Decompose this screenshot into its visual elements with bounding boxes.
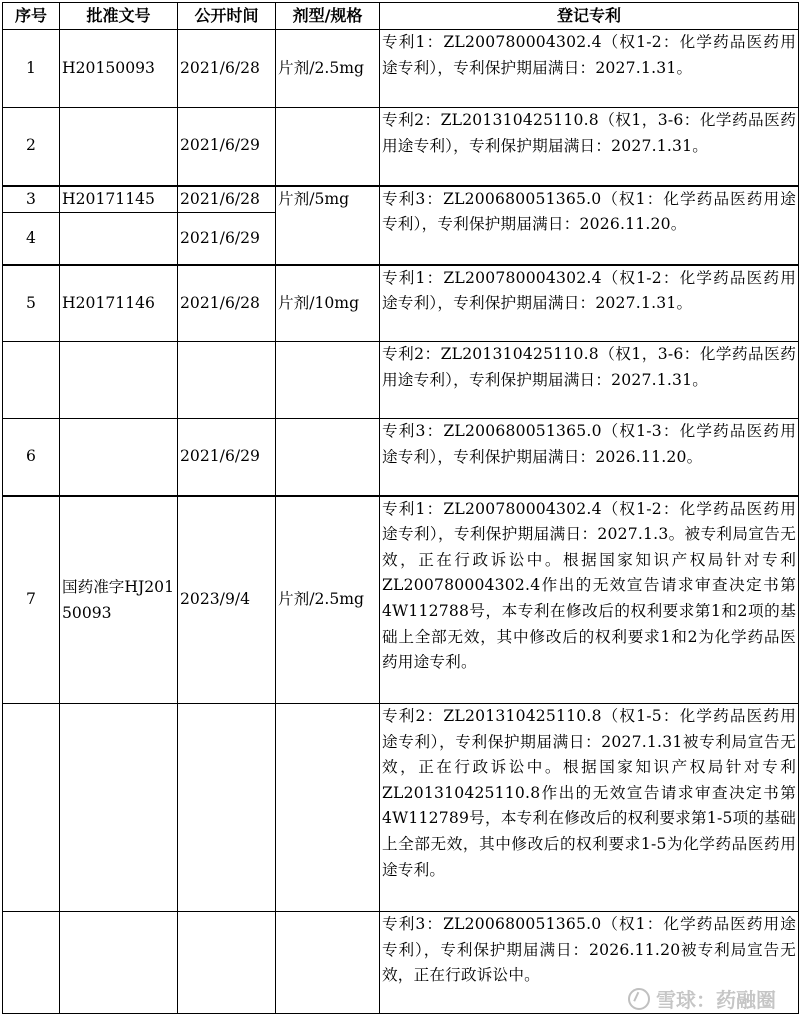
dosage-form-cell: 片剂/2.5mg bbox=[276, 30, 380, 108]
seq-cell: 1 bbox=[3, 30, 60, 108]
publish-date-cell: 2021/6/29 bbox=[178, 419, 276, 496]
table-row bbox=[3, 419, 799, 496]
dosage-form-cell bbox=[276, 419, 380, 496]
approval-number-cell: 国药准字HJ20150093 bbox=[60, 496, 178, 704]
approval-number-cell bbox=[60, 108, 178, 186]
publish-date-cell bbox=[178, 912, 276, 1014]
patent-cell: 专利2：ZL201310425110.8（权1，3-6：化学药品医药用途专利），专利保护期届满日：2027.1.31。 bbox=[380, 342, 799, 419]
header-dosage-form: 剂型/规格 bbox=[276, 3, 380, 30]
patent-cell: 专利2：ZL201310425110.8（权1，3-6：化学药品医药用途专利），专利保护期届满日：2027.1.31。 bbox=[380, 108, 799, 186]
snowball-icon bbox=[628, 988, 650, 1010]
dosage-form-cell: 片剂/5mg bbox=[276, 186, 380, 265]
seq-cell: 3 bbox=[3, 186, 60, 213]
dosage-form-cell: 片剂/2.5mg bbox=[276, 496, 380, 704]
table-row bbox=[3, 30, 799, 108]
approval-number-cell bbox=[60, 213, 178, 265]
table-row bbox=[3, 108, 799, 186]
patent-table bbox=[2, 2, 799, 1014]
publish-date-cell: 2021/6/28 bbox=[178, 186, 276, 213]
table-row bbox=[3, 186, 799, 213]
header-row bbox=[3, 3, 799, 30]
table-row bbox=[3, 342, 799, 419]
approval-number-cell bbox=[60, 419, 178, 496]
publish-date-cell: 2021/6/29 bbox=[178, 108, 276, 186]
publish-date-cell bbox=[178, 342, 276, 419]
publish-date-cell: 2023/9/4 bbox=[178, 496, 276, 704]
patent-cell: 专利2：ZL201310425110.8（权1-5：化学药品医药用途专利），专利保护期届满日：2027.1.31被专利局宣告无效，正在行政诉讼中。根据国家知识产权局针对专利ZL201310425110.8作出的无效宣告请求审查决定书第4W112789号，本专利在修改后的权利要求第1-5项的基础上全部无效，其中修改后的权利要求1-5为化学药品医药用途专利。 bbox=[380, 704, 799, 912]
approval-number-cell: H20150093 bbox=[60, 30, 178, 108]
table-row bbox=[3, 496, 799, 704]
seq-cell bbox=[3, 342, 60, 419]
approval-number-cell bbox=[60, 342, 178, 419]
publish-date-cell: 2021/6/28 bbox=[178, 30, 276, 108]
seq-cell: 6 bbox=[3, 419, 60, 496]
seq-cell: 7 bbox=[3, 496, 60, 704]
patent-cell: 专利1：ZL200780004302.4（权1-2：化学药品医药用途专利），专利保护期届满日：2027.1.31。 bbox=[380, 30, 799, 108]
seq-cell: 4 bbox=[3, 213, 60, 265]
patent-cell: 专利3：ZL200680051365.0（权1：化学药品医药用途专利），专利保护期届满日：2026.11.20。 bbox=[380, 186, 799, 265]
header-approval-number: 批准文号 bbox=[60, 3, 178, 30]
patent-cell: 专利1：ZL200780004302.4（权1-2：化学药品医药用途专利），专利保护期届满日：2027.1.3。被专利局宣告无效，正在行政诉讼中。根据国家知识产权局针对专利ZL200780004302.4作出的无效宣告请求审查决定书第4W112788号，本专利在修改后的权利要求第1和2项的基础上全部无效，其中修改后的权利要求1和2为化学药品医药用途专利。 bbox=[380, 496, 799, 704]
approval-number-cell bbox=[60, 912, 178, 1014]
patent-cell: 专利1：ZL200780004302.4（权1-2：化学药品医药用途专利），专利保护期届满日：2027.1.31。 bbox=[380, 265, 799, 342]
publish-date-cell: 2021/6/28 bbox=[178, 265, 276, 342]
seq-cell bbox=[3, 912, 60, 1014]
seq-cell: 2 bbox=[3, 108, 60, 186]
table-row bbox=[3, 704, 799, 912]
publish-date-cell bbox=[178, 704, 276, 912]
seq-cell bbox=[3, 704, 60, 912]
seq-cell: 5 bbox=[3, 265, 60, 342]
dosage-form-cell bbox=[276, 342, 380, 419]
header-seq: 序号 bbox=[3, 3, 60, 30]
watermark-text: 雪球：药融圈 bbox=[656, 988, 776, 1012]
dosage-form-cell bbox=[276, 108, 380, 186]
approval-number-cell bbox=[60, 704, 178, 912]
approval-number-cell: H20171145 bbox=[60, 186, 178, 213]
table-row bbox=[3, 265, 799, 342]
header-publish-date: 公开时间 bbox=[178, 3, 276, 30]
dosage-form-cell bbox=[276, 912, 380, 1014]
header-registered-patent: 登记专利 bbox=[380, 3, 799, 30]
patent-cell: 专利3：ZL200680051365.0（权1：化学药品医药用途专利），专利保护期届满日：2026.11.20被专利局宣告无效，正在行政诉讼中。 bbox=[380, 912, 799, 1014]
patent-cell: 专利3：ZL200680051365.0（权1-3：化学药品医药用途专利），专利保护期届满日：2026.11.20。 bbox=[380, 419, 799, 496]
dosage-form-cell: 片剂/10mg bbox=[276, 265, 380, 342]
approval-number-cell: H20171146 bbox=[60, 265, 178, 342]
watermark bbox=[628, 984, 776, 1013]
publish-date-cell: 2021/6/29 bbox=[178, 213, 276, 265]
dosage-form-cell bbox=[276, 704, 380, 912]
